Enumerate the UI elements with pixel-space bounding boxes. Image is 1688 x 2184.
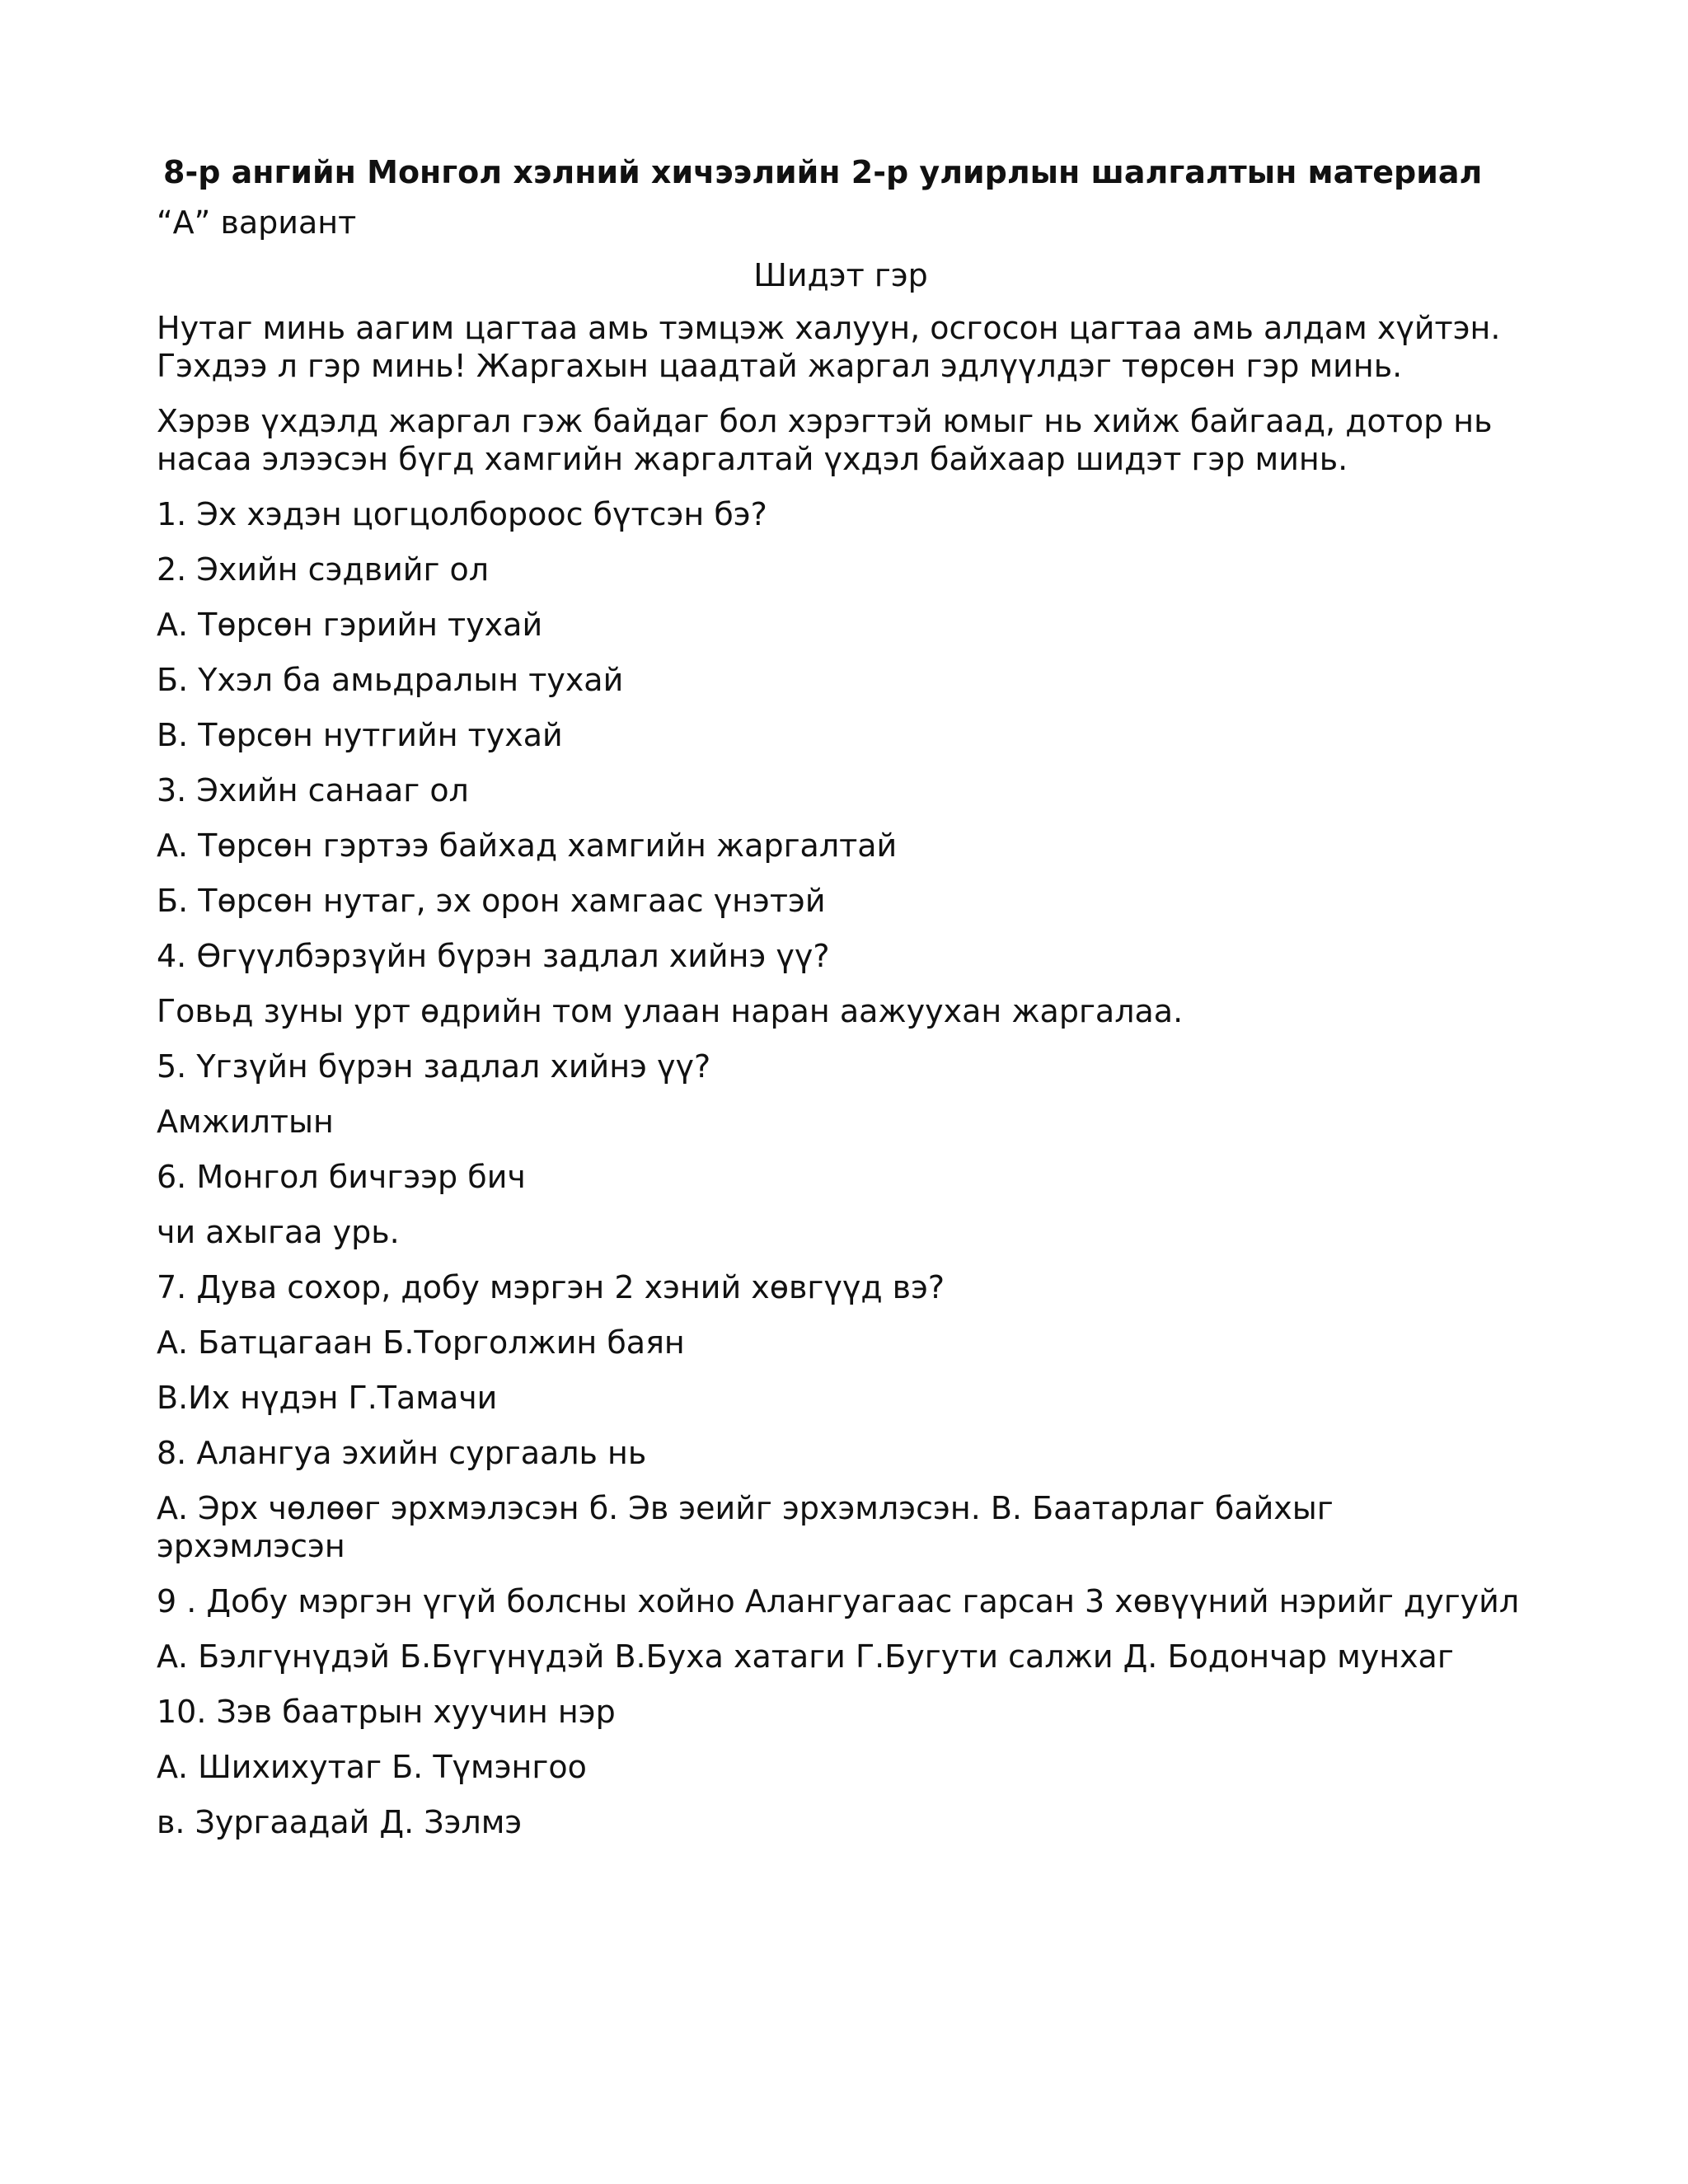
answer-option: А. Батцагаан Б.Торголжин баян: [157, 1324, 685, 1361]
answer-option: А. Төрсөн гэрийн тухай: [157, 607, 543, 643]
question-4: 4. Өгүүлбэрзүйн бүрэн задлал хийнэ үү?: [157, 938, 830, 974]
question-6: 6. Монгол бичгээр бич: [157, 1159, 526, 1195]
answer-option: А. Эрх чөлөөг эрхмэлэсэн б. Эв эеийг эрхэмлэсэн. В. Баатарлаг байхыг эрхэмлэсэн: [157, 1490, 1334, 1564]
question-1: 1. Эх хэдэн цогцолбороос бүтсэн бэ?: [157, 496, 767, 532]
answer-option: Б. Төрсөн нутаг, эх орон хамгаас үнэтэй: [157, 883, 826, 919]
question-9: 9 . Добу мэргэн үгүй болсны хойно Алангуагаас гарсан 3 хөвүүний нэрийг дугуйл: [157, 1583, 1520, 1619]
question-8: 8. Алангуа эхийн сургааль нь: [157, 1435, 647, 1471]
document-title: 8-р ангийн Монгол хэлний хичээлийн 2-р улирлын шалгалтын материал: [163, 154, 1483, 190]
answer-option: В. Төрсөн нутгийн тухай: [157, 717, 563, 753]
document-page: [157, 152, 1525, 1858]
variant-label: “А” вариант: [157, 204, 357, 241]
answer-option: А. Бэлгүнүдэй Б.Бүгүнүдэй В.Буха хатаги Г.Бугути салжи Д. Бодончар мунхаг: [157, 1638, 1454, 1675]
answer-option: В.Их нүдэн Г.Тамачи: [157, 1380, 498, 1416]
answer-option: А. Шихихутаг Б. Түмэнгоо: [157, 1749, 587, 1785]
question-10: 10. Зэв баатрын хуучин нэр: [157, 1694, 616, 1730]
question-text: Говьд зуны урт өдрийн том улаан наран аажуухан жаргалаа.: [157, 993, 1184, 1029]
question-5: 5. Үгзүйн бүрэн задлал хийнэ үү?: [157, 1048, 711, 1085]
question-2: 2. Эхийн сэдвийг ол: [157, 551, 490, 588]
answer-option: А. Төрсөн гэртээ байхад хамгийн жаргалтай: [157, 827, 898, 864]
story-paragraph: Хэрэв үхдэлд жаргал гэж байдаг бол хэрэгтэй юмыг нь хийж байгаад, дотор нь насаа элээсэн бүгд хамгийн жаргалтай үхдэл байхаар шидэт гэр минь.: [157, 403, 1493, 477]
story-paragraph: Нутаг минь аагим цагтаа амь тэмцэж халуун, осгосон цагтаа амь алдам хүйтэн. Гэхдээ л гэр минь! Жаргахын цаадтай жаргал эдлүүлдэг төрсөн гэр минь.: [157, 310, 1501, 384]
answer-option: Б. Үхэл ба амьдралын тухай: [157, 662, 624, 698]
question-text: Амжилтын: [157, 1104, 334, 1140]
question-7: 7. Дува сохор, добу мэргэн 2 хэний хөвгүүд вэ?: [157, 1269, 945, 1305]
answer-option: в. Зургаадай Д. Зэлмэ: [157, 1804, 523, 1840]
question-3: 3. Эхийн санааг ол: [157, 772, 469, 808]
question-text: чи ахыгаа урь.: [157, 1214, 400, 1250]
story-title: Шидэт гэр: [753, 257, 928, 293]
